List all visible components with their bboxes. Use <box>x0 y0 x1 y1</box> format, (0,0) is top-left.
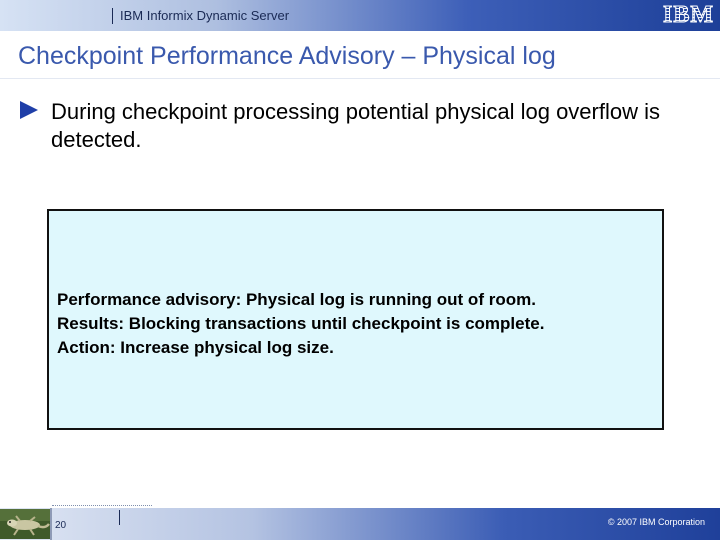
lizard-image <box>0 509 50 539</box>
header-divider <box>112 8 113 24</box>
ibm-logo: IBM <box>663 2 714 28</box>
footer-bar <box>0 508 720 540</box>
bullet-text: During checkpoint processing potential physical log overflow is detected. <box>51 99 660 152</box>
action-line: Action: Increase physical log size. <box>57 338 334 357</box>
message-lines <box>57 288 544 360</box>
advisory-message-box <box>47 209 664 430</box>
thumbnail-border <box>50 508 52 540</box>
results-line: Results: Blocking transactions until checkpoint is complete. <box>57 314 545 333</box>
footer-dotted-rule <box>52 505 152 506</box>
product-name: IBM Informix Dynamic Server <box>120 8 290 23</box>
copyright-text: © 2007 IBM Corporation <box>607 517 705 527</box>
title-divider <box>0 78 720 79</box>
footer-divider <box>119 510 120 525</box>
page-number: 20 <box>55 520 67 531</box>
bullet-item <box>20 98 700 154</box>
advisory-line: Performance advisory: Physical log is running out of room. <box>57 290 536 309</box>
play-arrow-icon <box>20 101 38 119</box>
header-bar <box>0 0 720 31</box>
slide-title: Checkpoint Performance Advisory – Physical log <box>18 42 556 70</box>
